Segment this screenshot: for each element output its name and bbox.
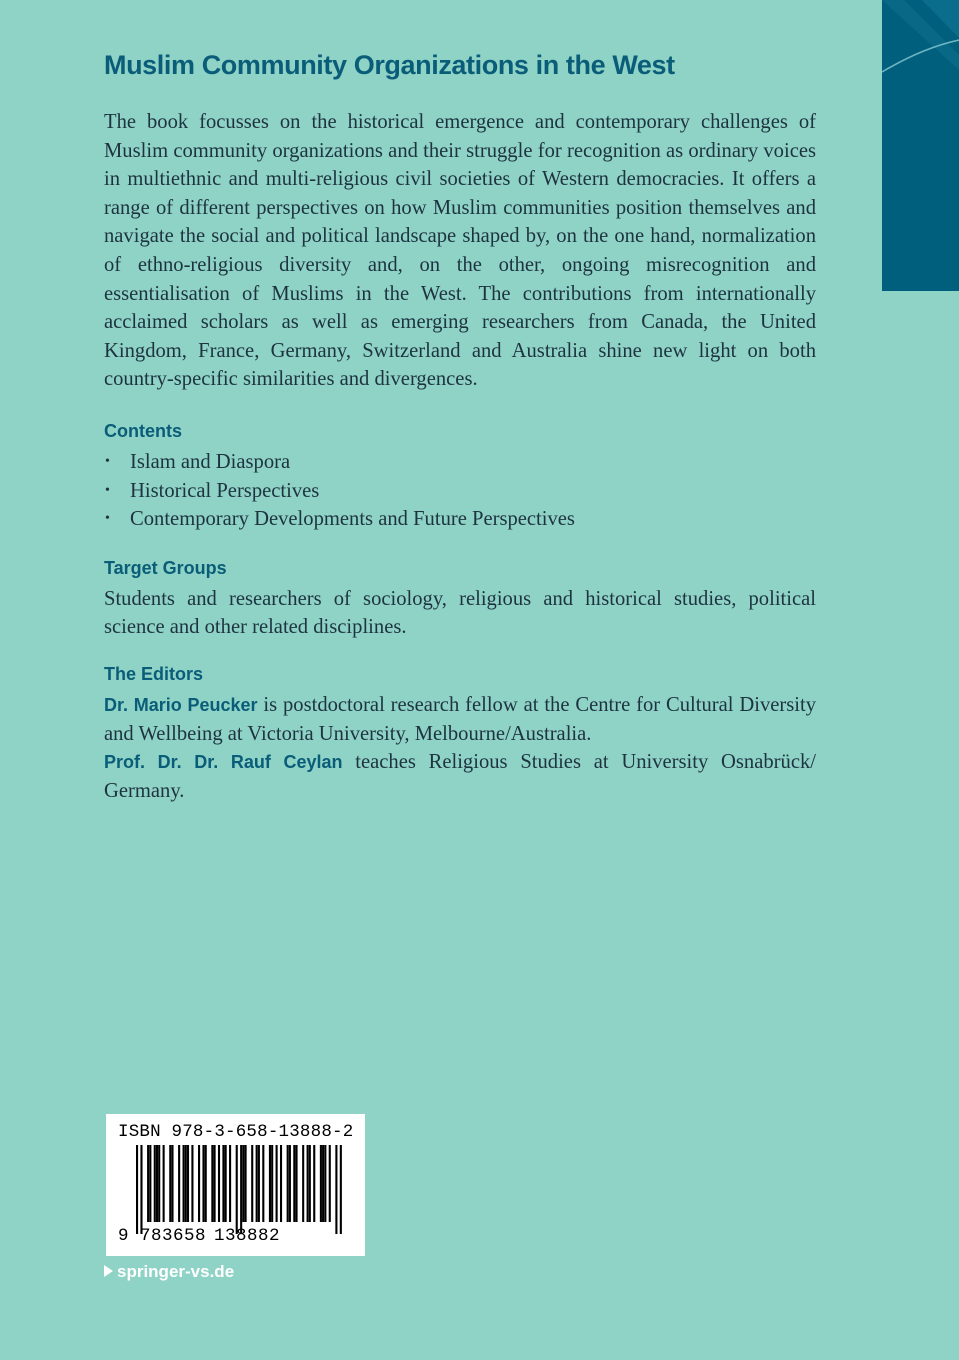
- barcode-bar: [240, 1145, 242, 1234]
- barcode-bar: [276, 1145, 278, 1222]
- barcode-bar: [225, 1145, 227, 1222]
- barcode-bar: [147, 1145, 149, 1222]
- editor-description: is postdoctoral research fellow at the Centre for Cultural Diversity and Wellbeing at Victoria University, Melbourne/Australia.: [104, 693, 816, 745]
- back-cover-text: [104, 42, 816, 805]
- barcode-bar: [271, 1145, 273, 1222]
- target-groups-heading: Target Groups: [104, 557, 227, 578]
- barcode-bar: [163, 1145, 165, 1222]
- barcode-bar: [198, 1145, 200, 1222]
- barcode-bar: [256, 1145, 258, 1222]
- barcode-bar: [158, 1145, 160, 1222]
- editor-name: Prof. Dr. Dr. Rauf Ceylan: [104, 752, 343, 773]
- barcode-bar: [242, 1145, 244, 1222]
- barcode-bar: [222, 1145, 224, 1222]
- barcode-bar: [229, 1145, 231, 1222]
- contents-item-label: Contemporary Developments and Future Perspectives: [130, 508, 575, 531]
- barcode-digits-right: 138882: [214, 1226, 281, 1246]
- barcode-bar: [309, 1145, 311, 1222]
- bullet-icon: •: [105, 482, 110, 498]
- barcode-bar: [302, 1145, 304, 1222]
- arrow-right-icon: [104, 1265, 113, 1277]
- bullet-icon: •: [105, 511, 110, 527]
- barcode-bar: [205, 1145, 207, 1222]
- website-label: springer-vs.de: [117, 1262, 235, 1281]
- barcode-bar: [149, 1145, 151, 1222]
- editor-bio: [104, 748, 816, 805]
- barcode-bar: [245, 1145, 247, 1222]
- editor-name: Dr. Mario Peucker: [104, 694, 258, 715]
- editor-description: teaches Religious Studies at University Osnabrück/​Germany.: [104, 751, 816, 802]
- barcode-bar: [322, 1145, 324, 1222]
- barcode-bar: [287, 1145, 289, 1222]
- editors-heading: The Editors: [104, 663, 204, 684]
- barcode-bar: [236, 1145, 238, 1234]
- editor-bio: [104, 691, 816, 748]
- isbn-label: ISBN 978-3-658-13888-2: [118, 1122, 354, 1142]
- barcode-bar: [169, 1145, 171, 1222]
- barcode-bar: [214, 1145, 216, 1222]
- book-title: Muslim Community Organizations in the West: [104, 50, 675, 80]
- contents-item-label: Historical Perspectives: [130, 479, 320, 502]
- barcode-bar: [307, 1145, 309, 1222]
- publisher-website[interactable]: [104, 1262, 234, 1282]
- barcode-bar: [329, 1145, 331, 1222]
- contents-item-label: Islam and Diaspora: [130, 450, 291, 473]
- barcode-bar: [262, 1145, 264, 1222]
- bullet-icon: •: [105, 453, 110, 469]
- barcode-bar: [269, 1145, 271, 1222]
- barcode-bar: [185, 1145, 187, 1222]
- barcode-bar: [211, 1145, 213, 1222]
- barcode-bar: [218, 1145, 220, 1222]
- barcode-bar: [156, 1145, 158, 1222]
- isbn-barcode: [106, 1114, 365, 1256]
- barcode-bar: [293, 1145, 295, 1222]
- contents-item: [104, 505, 816, 534]
- book-description: The book focusses on the historical emergence and contemporary challenges of Muslim community organizations and their struggle for recognition as ordinary voices in multiethnic and multi-religious civil societies of Western democracies. It offers a range of different perspectives on how Muslim communities position themselves and navigate the social and political landscape shaped by, on the one hand, normalization of ethno-religious diversity and, on the other, ongoing misrecognition and essentialisation of Muslims in the West. The contributions from internationally acclaimed scholars as well as emerging researchers from Canada, the United Kingdom, France, Germany, Switzerland and Australia shine new light on both country-specific similarities and divergences.: [104, 111, 816, 391]
- barcode-bar: [171, 1145, 173, 1222]
- barcode-bar: [202, 1145, 204, 1222]
- barcode-bar: [324, 1145, 326, 1222]
- contents-item: [104, 448, 816, 477]
- barcode-bar: [251, 1145, 253, 1222]
- barcode-bar: [136, 1145, 138, 1234]
- contents-heading: Contents: [104, 420, 182, 441]
- corner-decoration: [882, 0, 959, 291]
- barcode-bar: [140, 1145, 142, 1234]
- barcode-digits-left: 783658: [140, 1226, 207, 1246]
- barcode-bar: [313, 1145, 315, 1222]
- barcode-bar: [289, 1145, 291, 1222]
- barcode-bar: [340, 1145, 342, 1234]
- barcode-bar: [320, 1145, 322, 1222]
- barcode-digits: [118, 1226, 280, 1246]
- barcode-bar: [191, 1145, 193, 1222]
- barcode-bar: [258, 1145, 260, 1222]
- barcode-bar: [178, 1145, 180, 1222]
- barcode-bar: [183, 1145, 185, 1222]
- barcode-bar: [187, 1145, 189, 1222]
- barcode-bar: [280, 1145, 282, 1222]
- contents-item: [104, 477, 816, 506]
- barcode-bar: [335, 1145, 337, 1234]
- target-groups-text: Students and researchers of sociology, religious and historical studies, political science and other related disciplines.: [104, 587, 816, 639]
- contents-list: [104, 448, 816, 534]
- barcode-bar: [295, 1145, 297, 1222]
- barcode-digit-first: 9: [118, 1226, 130, 1246]
- barcode-bar: [154, 1145, 156, 1222]
